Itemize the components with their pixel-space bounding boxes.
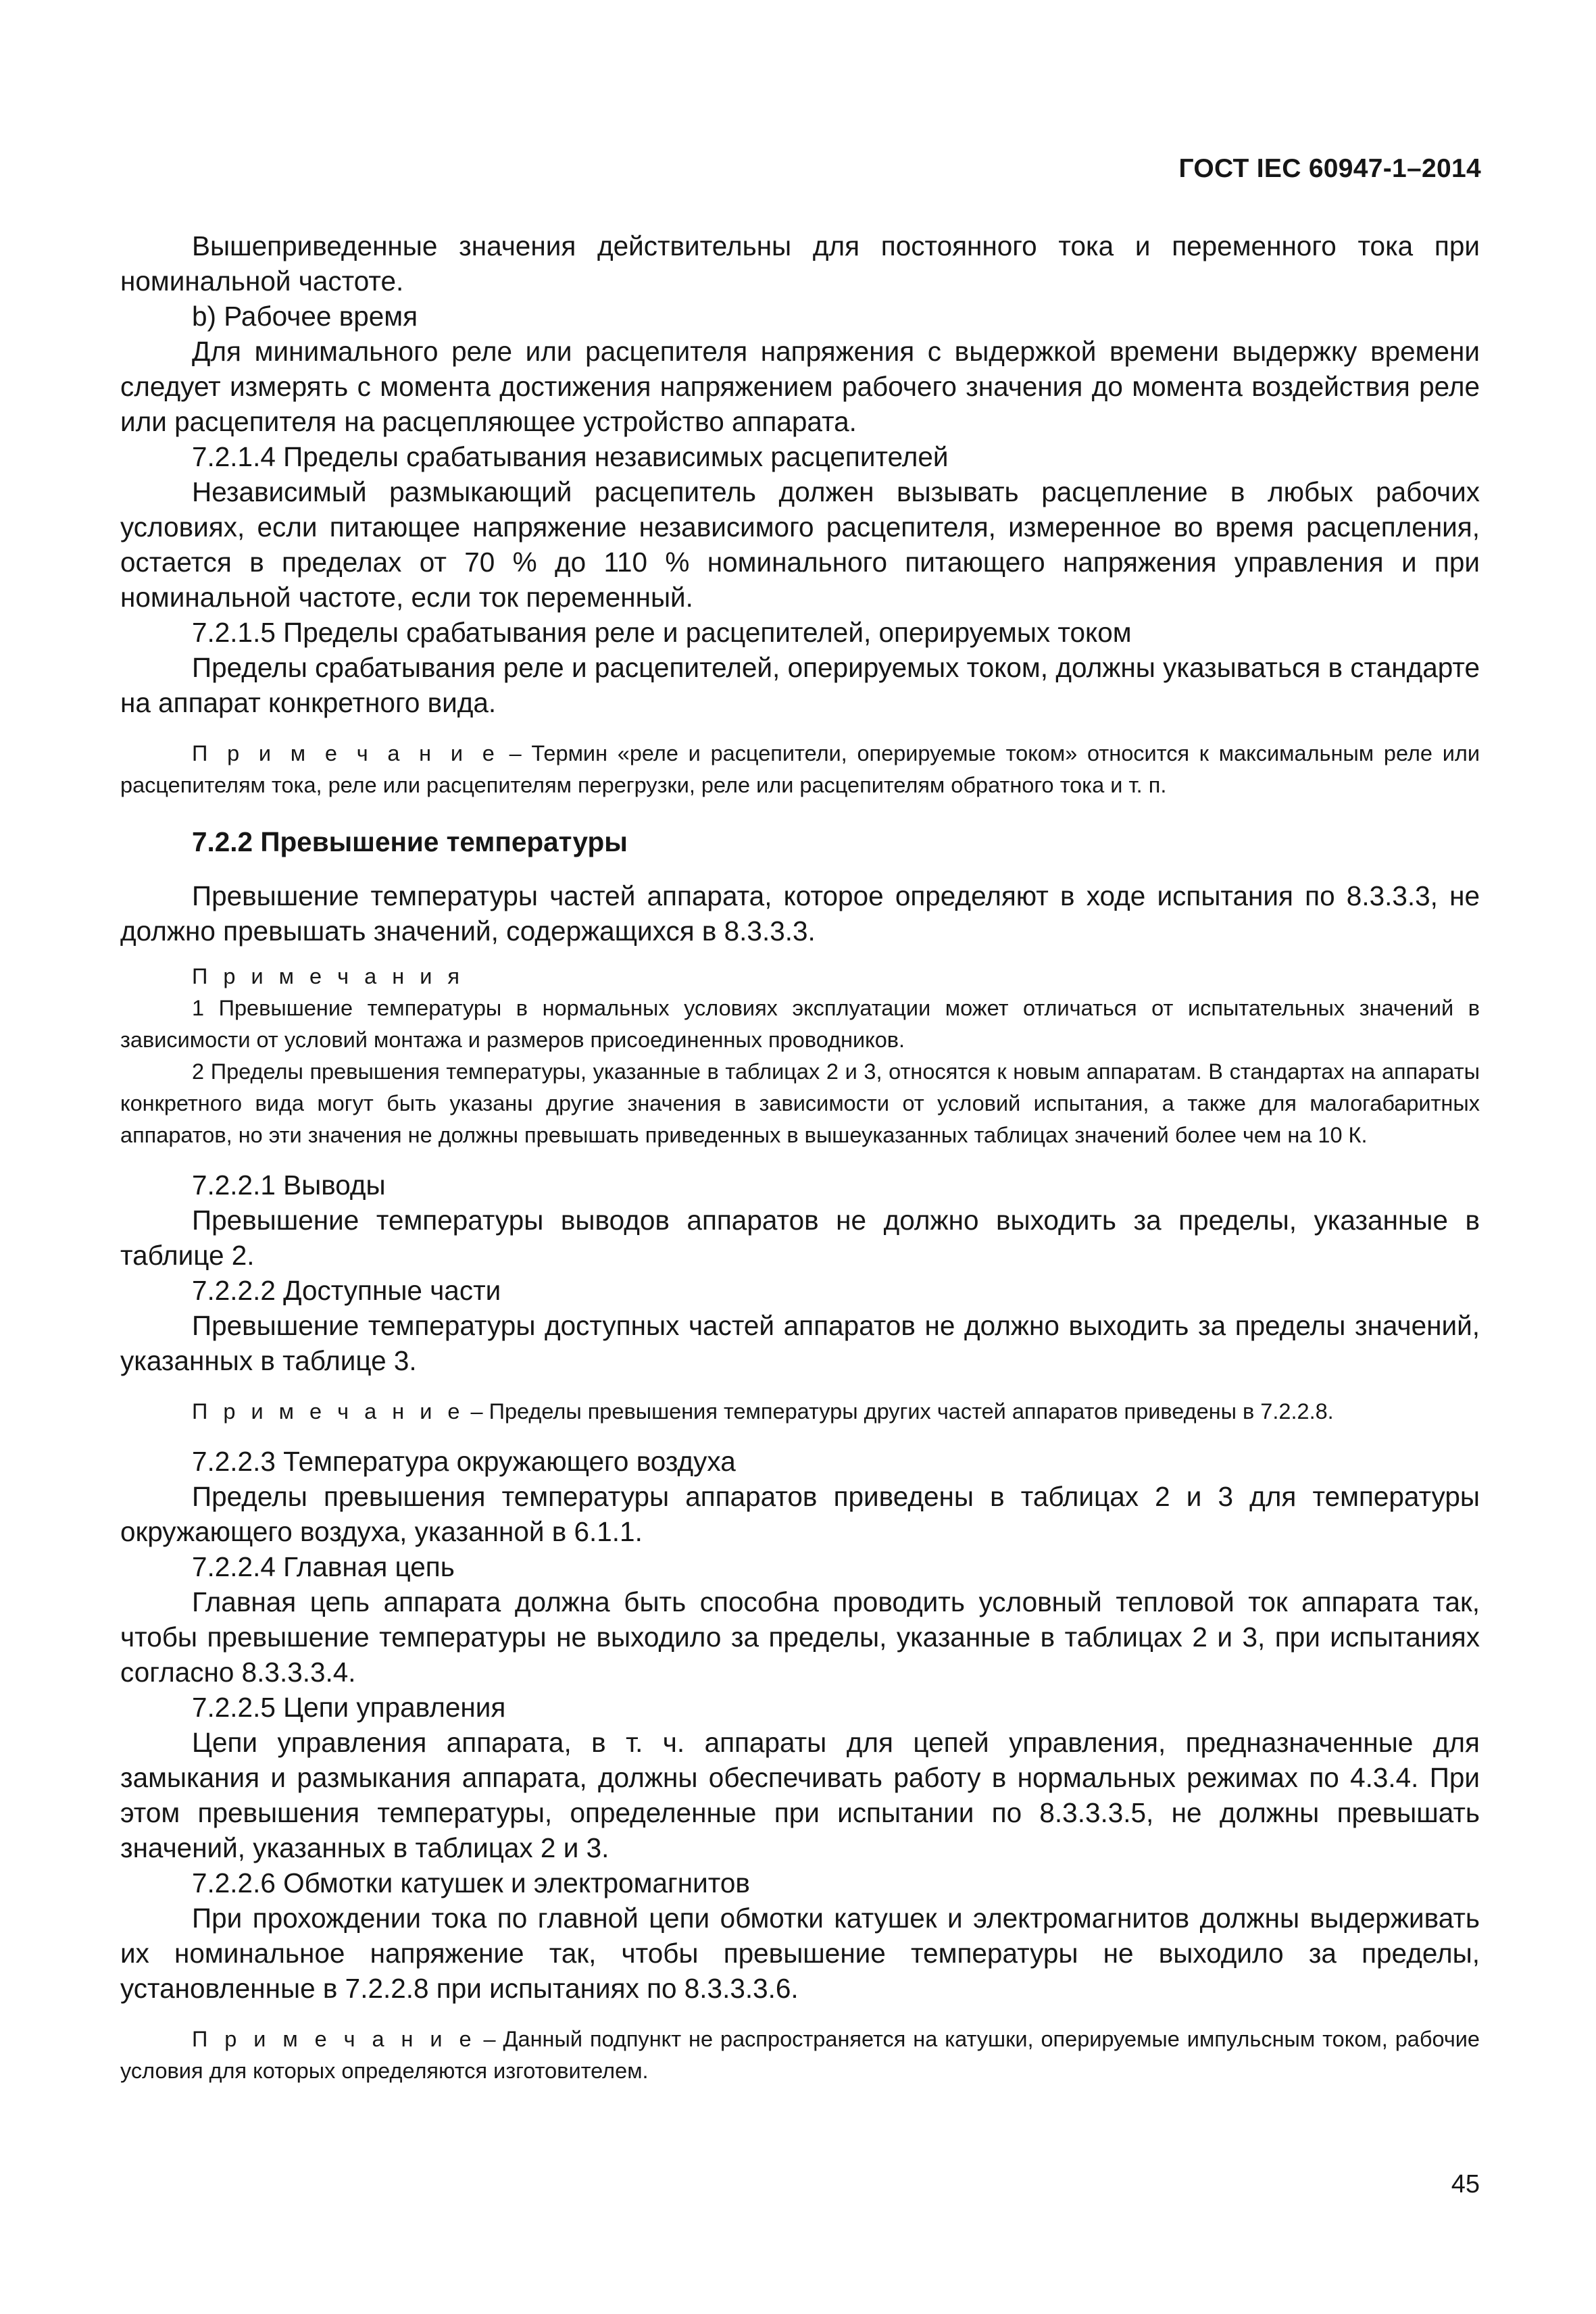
clause-title-7-2-2-2: 7.2.2.2 Доступные части xyxy=(192,1275,501,1306)
note-text: – Данный подпункт не распространяется на катушки, оперируемые импульсным током, рабочие условия для которых определяются изготовителем. xyxy=(120,2027,1480,2083)
paragraph: Превышение температуры частей аппарата, которое определяют в ходе испытания по 8.3.3.3, не должно превышать значений, содержащихся в 8.3.3.3. xyxy=(120,880,1480,947)
page-number: 45 xyxy=(1451,2170,1480,2198)
paragraph: Цепи управления аппарата, в т. ч. аппараты для цепей управления, предназначенные для замыкания и размыкания аппарата, должны обеспечивать работу в нормальных режимах по 4.3.4. При этом превышения температуры, определенные при испытании по 8.3.3.3.5, не должны превышать значений, указанных в таблицах 2 и 3. xyxy=(120,1727,1480,1863)
paragraph: Независимый размыкающий расцепитель должен вызывать расцепление в любых рабочих условиях, если питающее напряжение независимого расцепителя, измеренное во время расцепления, остается в пределах от 70 % до 110 % номинального питающего напряжения управления и при номинальной частоте, если ток переменный. xyxy=(120,476,1480,613)
page-content xyxy=(120,228,1480,2087)
clause-title-7-2-2-1: 7.2.2.1 Выводы xyxy=(192,1169,386,1201)
paragraph: Пределы срабатывания реле и расцепителей, оперируемых током, должны указываться в стандарте на аппарат конкретного вида. xyxy=(120,652,1480,718)
notes-7-2-2 xyxy=(120,961,1480,1151)
clause-title-7-2-2-3: 7.2.2.3 Температура окружающего воздуха xyxy=(192,1446,736,1477)
notes-label: П р и м е ч а н и я xyxy=(192,964,464,988)
note-text: – Термин «реле и расцепители, оперируемые током» относится к максимальным реле или расцепителям тока, реле или расцепителям перегрузки, реле или расцепителям обратного тока и т. п. xyxy=(120,741,1480,797)
clause-title-7-2-1-4: 7.2.1.4 Пределы срабатывания независимых расцепителей xyxy=(192,441,949,472)
clause-title-7-2-2-4: 7.2.2.4 Главная цепь xyxy=(192,1551,455,1582)
section-block-2 xyxy=(120,1167,1480,1378)
paragraph: Превышение температуры доступных частей аппаратов не должно выходить за пределы значений, указанных в таблице 3. xyxy=(120,1310,1480,1376)
note-label: П р и м е ч а н и е xyxy=(192,741,499,765)
clause-title-7-2-2-6: 7.2.2.6 Обмотки катушек и электромагнитов xyxy=(192,1867,750,1898)
section-block-7-2-2 xyxy=(120,878,1480,949)
note-label: П р и м е ч а н и е xyxy=(192,2027,476,2051)
note-label: П р и м е ч а н и е xyxy=(192,1399,465,1424)
paragraph: Превышение температуры выводов аппаратов не должно выходить за пределы, указанные в таблице 2. xyxy=(120,1205,1480,1271)
subheading-b: b) Рабочее время xyxy=(192,301,418,332)
paragraph: Для минимального реле или расцепителя напряжения с выдержкой времени выдержку времени следует измерять с момента достижения напряжением рабочего значения до момента воздействия реле или расцепителя на расцепляющее устройство аппарата. xyxy=(120,336,1480,437)
paragraph: Пределы превышения температуры аппаратов приведены в таблицах 2 и 3 для температуры окружающего воздуха, указанной в 6.1.1. xyxy=(120,1481,1480,1547)
section-heading-7-2-2: 7.2.2 Превышение температуры xyxy=(192,826,628,857)
clause-title-7-2-2-5: 7.2.2.5 Цепи управления xyxy=(192,1692,506,1723)
paragraph: Вышеприведенные значения действительны для постоянного тока и переменного тока при номинальной частоте. xyxy=(120,230,1480,297)
note-text: – Пределы превышения температуры других частей аппаратов приведены в 7.2.2.8. xyxy=(464,1399,1334,1424)
clause-title-7-2-1-5: 7.2.1.5 Пределы срабатывания реле и расцепителей, оперируемых током xyxy=(192,617,1132,648)
note-2 xyxy=(120,1396,1480,1428)
document-id-header: ГОСТ IEC 60947-1–2014 xyxy=(1178,154,1481,183)
note-1 xyxy=(120,738,1480,801)
section-block-1 xyxy=(120,228,1480,720)
paragraph: При прохождении тока по главной цепи обмотки катушек и электромагнитов должны выдерживать их номинальное напряжение так, чтобы превышение температуры не выходило за пределы, установленные в 7.2.2.8 при испытаниях по 8.3.3.3.6. xyxy=(120,1903,1480,2004)
note-item: 1 Превышение температуры в нормальных условиях эксплуатации может отличаться от испытательных значений в зависимости от условий монтажа и размеров присоединенных проводников. xyxy=(120,996,1480,1052)
paragraph: Главная цепь аппарата должна быть способна проводить условный тепловой ток аппарата так, чтобы превышение температуры не выходило за пределы, указанные в таблицах 2 и 3, при испытаниях согласно 8.3.3.3.4. xyxy=(120,1586,1480,1688)
note-item: 2 Пределы превышения температуры, указанные в таблицах 2 и 3, относятся к новым аппаратам. В стандартах на аппараты конкретного вида могут быть указаны другие значения в зависимости от условий испытания, а также для малогабаритных аппаратов, но эти значения не должны превышать приведенных в вышеуказанных таблицах значений более чем на 10 К. xyxy=(120,1059,1480,1147)
section-block-3 xyxy=(120,1444,1480,2006)
note-3 xyxy=(120,2023,1480,2087)
